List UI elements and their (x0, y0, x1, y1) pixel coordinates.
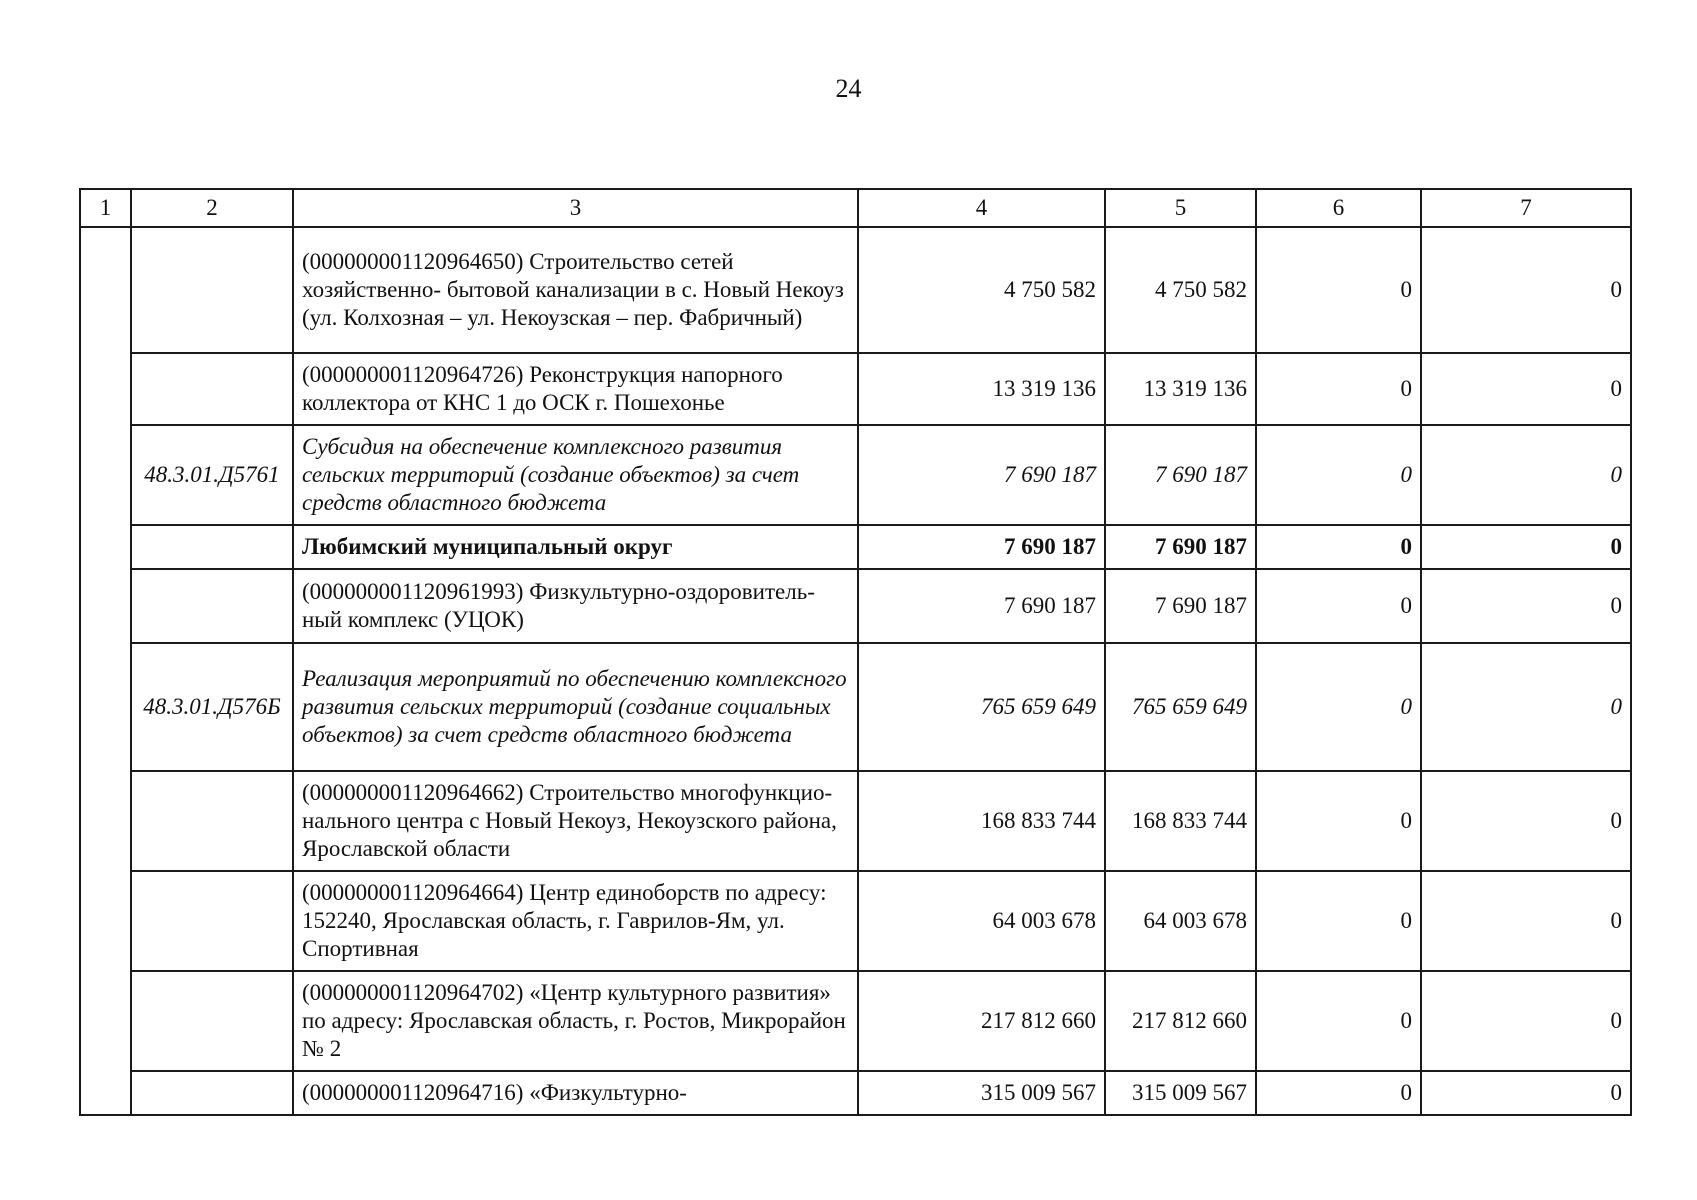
value-cell-7: 0 (1421, 871, 1631, 971)
table-row (80, 227, 1631, 353)
page-number: 24 (835, 74, 862, 103)
code-cell (131, 1071, 293, 1115)
value-cell-6: 0 (1256, 643, 1421, 771)
value-cell-6: 0 (1256, 525, 1421, 569)
table-row (80, 971, 1631, 1071)
description-cell: (000000001120964662) Строительство многофункцио-нального центра с Новый Некоуз, Некоузского района, Ярославской области (293, 771, 858, 871)
value-cell-5: 7 690 187 (1105, 569, 1256, 643)
column-header-6: 6 (1256, 189, 1421, 227)
value-cell-4: 13 319 136 (858, 353, 1105, 425)
value-cell-5: 7 690 187 (1105, 525, 1256, 569)
description-cell: Реализация мероприятий по обеспечению комплексного развития сельских территорий (создание социальных объектов) за счет средств областного бюджета (293, 643, 858, 771)
value-cell-7: 0 (1421, 569, 1631, 643)
value-cell-5: 7 690 187 (1105, 425, 1256, 525)
column-header-5: 5 (1105, 189, 1256, 227)
value-cell-4: 7 690 187 (858, 569, 1105, 643)
code-cell (131, 227, 293, 353)
table-row (80, 871, 1631, 971)
column-header-3: 3 (293, 189, 858, 227)
budget-table (79, 188, 1632, 1116)
code-cell (131, 871, 293, 971)
code-cell (131, 569, 293, 643)
value-cell-6: 0 (1256, 227, 1421, 353)
value-cell-7: 0 (1421, 525, 1631, 569)
description-cell: (000000001120964716) «Физкультурно- (293, 1071, 858, 1115)
code-cell (131, 353, 293, 425)
code-cell (131, 525, 293, 569)
column-header-7: 7 (1421, 189, 1631, 227)
value-cell-4: 64 003 678 (858, 871, 1105, 971)
value-cell-6: 0 (1256, 971, 1421, 1071)
description-cell: Любимский муниципальный округ (293, 525, 858, 569)
code-cell: 48.3.01.Д5761 (131, 425, 293, 525)
column-header-2: 2 (131, 189, 293, 227)
table-row (80, 353, 1631, 425)
table-row (80, 569, 1631, 643)
code-cell (131, 771, 293, 871)
column-1-cell (80, 227, 131, 1115)
value-cell-4: 168 833 744 (858, 771, 1105, 871)
value-cell-5: 13 319 136 (1105, 353, 1256, 425)
value-cell-4: 765 659 649 (858, 643, 1105, 771)
value-cell-5: 315 009 567 (1105, 1071, 1256, 1115)
description-cell: (000000001120961993) Физкультурно-оздоровитель-ный комплекс (УЦОК) (293, 569, 858, 643)
value-cell-7: 0 (1421, 227, 1631, 353)
column-header-1: 1 (80, 189, 131, 227)
table-row (80, 771, 1631, 871)
column-header-4: 4 (858, 189, 1105, 227)
value-cell-7: 0 (1421, 771, 1631, 871)
value-cell-5: 217 812 660 (1105, 971, 1256, 1071)
description-cell: (000000001120964702) «Центр культурного развития» по адресу: Ярославская область, г. Ростов, Микрорайон № 2 (293, 971, 858, 1071)
table-row (80, 525, 1631, 569)
table-row (80, 643, 1631, 771)
description-cell: Субсидия на обеспечение комплексного развития сельских территорий (создание объектов) за счет средств областного бюджета (293, 425, 858, 525)
value-cell-6: 0 (1256, 871, 1421, 971)
value-cell-6: 0 (1256, 425, 1421, 525)
code-cell (131, 971, 293, 1071)
description-cell: (000000001120964650) Строительство сетей хозяйственно- бытовой канализации в с. Новый Некоуз (ул. Колхозная – ул. Некоузская – пер. Фабричный) (293, 227, 858, 353)
value-cell-4: 7 690 187 (858, 525, 1105, 569)
table-row (80, 425, 1631, 525)
description-cell: (000000001120964664) Центр единоборств по адресу: 152240, Ярославская область, г. Гаврилов-Ям, ул. Спортивная (293, 871, 858, 971)
value-cell-7: 0 (1421, 971, 1631, 1071)
description-cell: (000000001120964726) Реконструкция напорного коллектора от КНС 1 до ОСК г. Пошехонье (293, 353, 858, 425)
value-cell-6: 0 (1256, 569, 1421, 643)
header-row (80, 189, 1631, 227)
value-cell-4: 4 750 582 (858, 227, 1105, 353)
value-cell-5: 64 003 678 (1105, 871, 1256, 971)
value-cell-5: 765 659 649 (1105, 643, 1256, 771)
value-cell-7: 0 (1421, 1071, 1631, 1115)
value-cell-4: 315 009 567 (858, 1071, 1105, 1115)
value-cell-6: 0 (1256, 771, 1421, 871)
value-cell-6: 0 (1256, 1071, 1421, 1115)
value-cell-7: 0 (1421, 643, 1631, 771)
code-cell: 48.3.01.Д576Б (131, 643, 293, 771)
value-cell-5: 4 750 582 (1105, 227, 1256, 353)
value-cell-6: 0 (1256, 353, 1421, 425)
value-cell-5: 168 833 744 (1105, 771, 1256, 871)
value-cell-7: 0 (1421, 353, 1631, 425)
table-row (80, 1071, 1631, 1115)
value-cell-7: 0 (1421, 425, 1631, 525)
value-cell-4: 7 690 187 (858, 425, 1105, 525)
value-cell-4: 217 812 660 (858, 971, 1105, 1071)
